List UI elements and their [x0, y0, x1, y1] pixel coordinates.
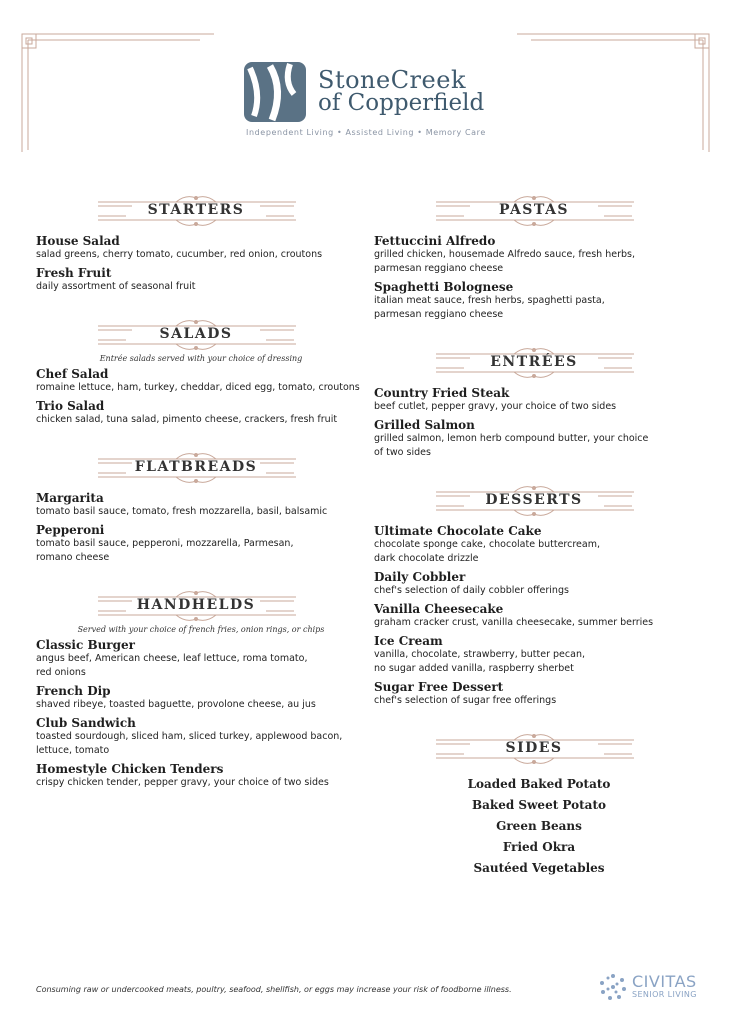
- section-header: [434, 192, 634, 230]
- tagline: Independent Living • Assisted Living • Memory Care: [246, 128, 486, 137]
- section-note: Entrée salads served with your choice of dressing: [99, 354, 303, 363]
- menu-item-description: romaine lettuce, ham, turkey, cheddar, diced egg, tomato, croutons: [36, 382, 360, 393]
- menu-item-description: beef cutlet, pepper gravy, your choice of two sides: [374, 401, 617, 412]
- menu-item-name: Classic Burger: [36, 638, 135, 652]
- menu-item-description: toasted sourdough, sliced ham, sliced turkey, applewood bacon, lettuce, tomato: [36, 731, 343, 756]
- menu-item-description: chicken salad, tuna salad, pimento cheese, crackers, fresh fruit: [36, 414, 338, 425]
- menu-item-description: chef's selection of sugar free offerings: [374, 695, 557, 706]
- menu-item-description: angus beef, American cheese, leaf lettuce, roma tomato, red onions: [36, 653, 308, 678]
- section-header: [434, 482, 634, 520]
- menu-item-name: Vanilla Cheesecake: [374, 602, 504, 616]
- menu-section: [374, 192, 704, 322]
- menu-item-name: Grilled Salmon: [374, 418, 475, 432]
- section-title: SIDES: [505, 740, 563, 756]
- civitas-name: CIVITAS: [632, 972, 697, 991]
- menu-item-name: Trio Salad: [36, 399, 105, 413]
- menu-item-name: Club Sandwich: [36, 716, 136, 730]
- brand-subname: of Copperfield: [318, 90, 485, 116]
- menu-item-description: crispy chicken tender, pepper gravy, your choice of two sides: [36, 777, 329, 788]
- civitas-logo: [598, 970, 698, 1004]
- menu-item-name: House Salad: [36, 234, 120, 248]
- menu-item-description: graham cracker crust, vanilla cheesecake, summer berries: [374, 617, 654, 628]
- menu-item-name: Fresh Fruit: [36, 266, 112, 280]
- side-item: Fried Okra: [502, 840, 576, 854]
- section-title: ENTRÉES: [490, 354, 578, 370]
- menu-item-name: Ice Cream: [374, 634, 443, 648]
- foodborne-disclaimer: Consuming raw or undercooked meats, poultry, seafood, shellfish, or eggs may increase your risk of foodborne illness.: [36, 985, 512, 994]
- side-item: Green Beans: [496, 819, 582, 833]
- menu-item-description: daily assortment of seasonal fruit: [36, 281, 196, 292]
- section-header: [96, 192, 296, 230]
- menu-section: [36, 449, 366, 565]
- menu-item-name: Fettuccini Alfredo: [374, 234, 496, 248]
- section-title: DESSERTS: [485, 492, 583, 508]
- menu-item-description: tomato basil sauce, pepperoni, mozzarella, Parmesan, romano cheese: [36, 538, 294, 563]
- menu-item-name: Sugar Free Dessert: [374, 680, 504, 694]
- menu-item-description: vanilla, chocolate, strawberry, butter pecan, no sugar added vanilla, raspberry sherbet: [374, 649, 585, 674]
- side-item: Loaded Baked Potato: [467, 777, 611, 791]
- menu-item-description: grilled salmon, lemon herb compound butter, your choice of two sides: [374, 433, 649, 458]
- menu-item-description: shaved ribeye, toasted baguette, provolone cheese, au jus: [36, 699, 316, 710]
- side-item: Sautéed Vegetables: [473, 861, 605, 875]
- side-item: Baked Sweet Potato: [472, 798, 606, 812]
- civitas-dots-icon: [598, 972, 628, 1002]
- menu-item-name: Homestyle Chicken Tenders: [36, 762, 224, 776]
- menu-item-description: chocolate sponge cake, chocolate buttercream, dark chocolate drizzle: [374, 539, 600, 564]
- section-header: [96, 449, 296, 487]
- corner-ornament-right: [511, 0, 731, 160]
- menu-item-description: chef's selection of daily cobbler offerings: [374, 585, 569, 596]
- corner-ornament-left: [0, 0, 220, 160]
- menu-item-description: italian meat sauce, fresh herbs, spaghetti pasta, parmesan reggiano cheese: [374, 295, 605, 320]
- section-note: Served with your choice of french fries, onion rings, or chips: [77, 625, 325, 634]
- menu-item-name: French Dip: [36, 684, 111, 698]
- civitas-subname: SENIOR LIVING: [632, 990, 697, 999]
- section-title: PASTAS: [498, 202, 570, 218]
- menu-item-name: Ultimate Chocolate Cake: [374, 524, 542, 538]
- section-title: SALADS: [159, 326, 233, 342]
- section-header: [96, 587, 296, 625]
- menu-section: [374, 344, 704, 460]
- section-header: [96, 316, 296, 354]
- menu-item-description: tomato basil sauce, tomato, fresh mozzarella, basil, balsamic: [36, 506, 328, 517]
- menu-section: [36, 587, 366, 790]
- sides-list: [374, 774, 704, 879]
- sides-section: [374, 730, 704, 879]
- menu-item-name: Daily Cobbler: [374, 570, 466, 584]
- section-title: FLATBREADS: [134, 459, 258, 475]
- section-title: STARTERS: [147, 202, 245, 218]
- menu-section: [36, 192, 366, 294]
- menu-item-description: salad greens, cherry tomato, cucumber, red onion, croutons: [36, 249, 323, 260]
- menu-item-name: Country Fried Steak: [374, 386, 510, 400]
- menu-right-column: [374, 192, 704, 879]
- menu-item-name: Pepperoni: [36, 523, 105, 537]
- brand-name: StoneCreek: [318, 66, 466, 94]
- menu-left-column: [36, 192, 366, 790]
- menu-item-name: Chef Salad: [36, 367, 109, 381]
- menu-item-description: grilled chicken, housemade Alfredo sauce, fresh herbs, parmesan reggiano cheese: [374, 249, 635, 274]
- menu-item-name: Margarita: [36, 491, 104, 505]
- menu-section: [36, 316, 366, 427]
- section-header: [434, 344, 634, 382]
- section-title: HANDHELDS: [136, 597, 256, 613]
- section-header: [434, 730, 634, 768]
- menu-section: [374, 482, 704, 708]
- menu-item-name: Spaghetti Bolognese: [374, 280, 514, 294]
- logo-mark-icon: [244, 60, 308, 124]
